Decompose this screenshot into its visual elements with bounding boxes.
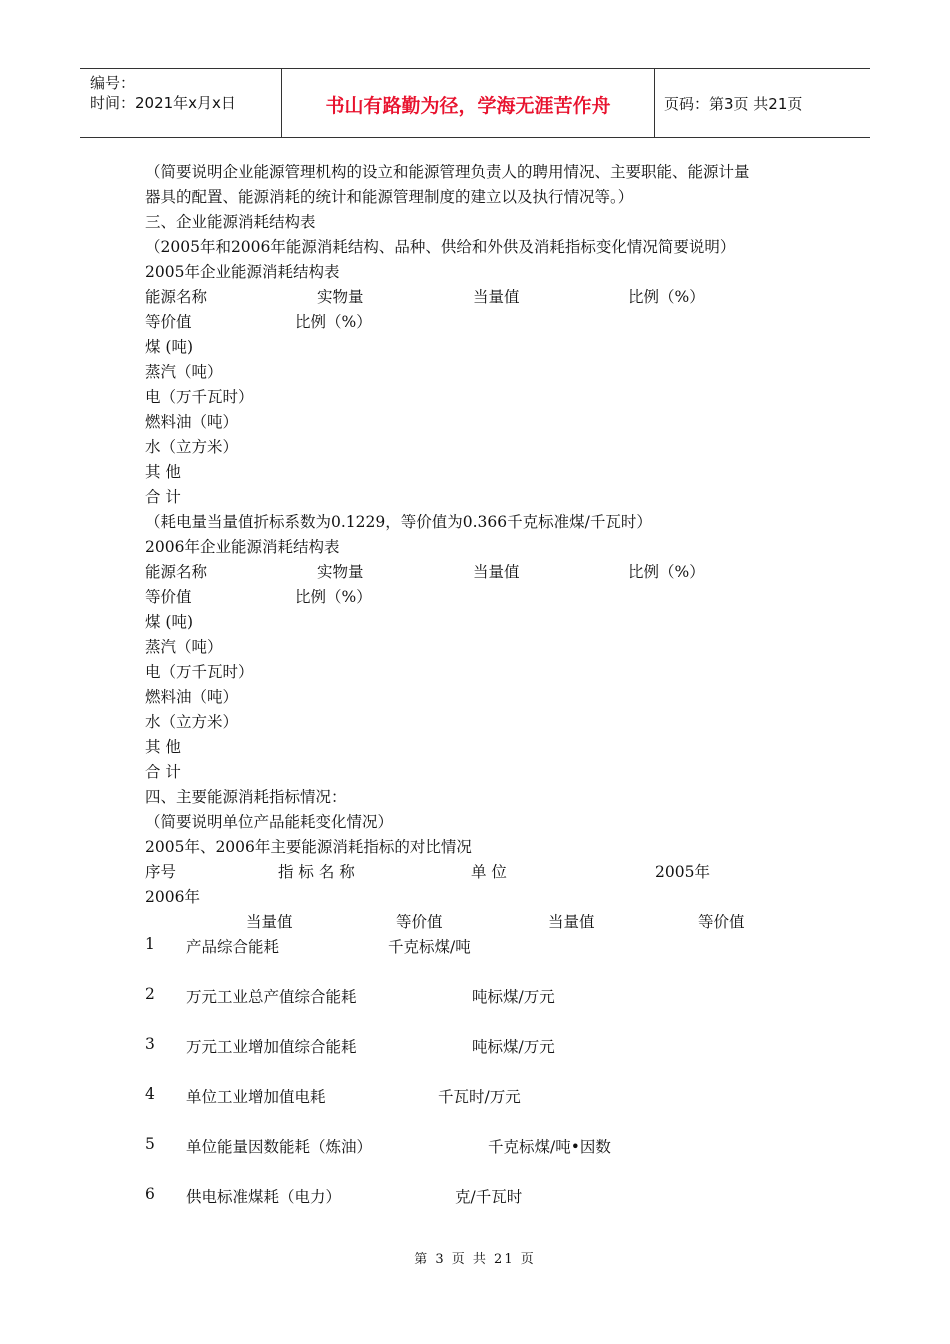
header-ratio: 比例（%） (295, 588, 372, 606)
table2006-row: 燃料油（吨） (145, 688, 239, 706)
table2005-title: 2005年企业能源消耗结构表 (145, 263, 340, 281)
section3-title: 三、企业能源消耗结构表 (145, 213, 316, 231)
header-ratio: 比例（%） (628, 288, 705, 306)
indicator-name: 万元工业增加值综合能耗 (186, 1038, 357, 1056)
table2006-row: 电（万千瓦时） (145, 663, 254, 681)
header-unit: 单 位 (471, 863, 507, 881)
header-2005: 2005年 (655, 863, 710, 881)
subheader-equal-value: 等价值 (698, 913, 745, 931)
indicator-unit: 千瓦时/万元 (438, 1088, 521, 1106)
indicator-no: 5 (145, 1135, 155, 1153)
table2006-row: 煤 (吨) (145, 613, 194, 631)
section2-desc-line: 器具的配置、能源消耗的统计和能源管理制度的建立以及执行情况等。） (145, 188, 634, 206)
table2006-row: 合 计 (145, 763, 181, 781)
table2005-row: 煤 (吨) (145, 338, 194, 356)
indicator-unit: 千克标煤/吨•因数 (488, 1138, 611, 1156)
table2005-row: 电（万千瓦时） (145, 388, 254, 406)
section3-desc: （2005年和2006年能源消耗结构、品种、供给和外供及消耗指标变化情况简要说明） (145, 238, 736, 256)
header-energy-name: 能源名称 (145, 288, 208, 306)
header-equivalent: 当量值 (473, 288, 520, 306)
indicator-name: 单位工业增加值电耗 (186, 1088, 326, 1106)
header-2006: 2006年 (145, 888, 200, 906)
table2006-row: 蒸汽（吨） (145, 638, 223, 656)
table2005-row: 蒸汽（吨） (145, 363, 223, 381)
header-divider (654, 69, 655, 137)
section2-desc-line: （简要说明企业能源管理机构的设立和能源管理负责人的聘用情况、主要职能、能源计量 (145, 163, 750, 181)
document-header (80, 68, 870, 138)
indicator-no: 1 (145, 935, 155, 953)
page-footer: 第 3 页 共 21 页 (414, 1252, 536, 1267)
number-label: 编号： (90, 74, 136, 92)
table2006-row: 水（立方米） (145, 713, 239, 731)
header-left (90, 73, 236, 113)
header-energy-name: 能源名称 (145, 563, 208, 581)
table2005-row: 其 他 (145, 463, 181, 481)
subheader-equivalent: 当量值 (548, 913, 595, 931)
indicator-no: 4 (145, 1085, 155, 1103)
header-ratio: 比例（%） (628, 563, 705, 581)
header-physical-qty: 实物量 (317, 563, 364, 581)
table2006-title: 2006年企业能源消耗结构表 (145, 538, 340, 556)
header-motto: 书山有路勤为径，学海无涯苦作舟 (325, 95, 611, 117)
header-indicator-name: 指 标 名 称 (278, 863, 355, 881)
header-physical-qty: 实物量 (317, 288, 364, 306)
indicator-name: 产品综合能耗 (186, 938, 280, 956)
header-equal-value: 等价值 (145, 313, 192, 331)
table2005-row: 水（立方米） (145, 438, 239, 456)
indicator-unit: 吨标煤/万元 (472, 988, 555, 1006)
indicator-unit: 吨标煤/万元 (472, 1038, 555, 1056)
header-seq: 序号 (145, 863, 177, 881)
table2006-row: 其 他 (145, 738, 181, 756)
indicator-name: 万元工业总产值综合能耗 (186, 988, 357, 1006)
table2005-row: 燃料油（吨） (145, 413, 239, 431)
indicator-unit: 克/千瓦时 (455, 1188, 523, 1206)
indicator-unit: 千克标煤/吨 (388, 938, 471, 956)
indicator-no: 3 (145, 1035, 155, 1053)
section4-title: 四、主要能源消耗指标情况： (145, 788, 347, 806)
header-equivalent: 当量值 (473, 563, 520, 581)
table2005-row: 合 计 (145, 488, 181, 506)
indicator-name: 供电标准煤耗（电力） (186, 1188, 342, 1206)
indicator-table-title: 2005年、2006年主要能源消耗指标的对比情况 (145, 838, 472, 856)
time-label: 时间：2021年x月x日 (90, 94, 236, 112)
header-ratio: 比例（%） (295, 313, 372, 331)
section4-desc: （简要说明单位产品能耗变化情况） (145, 813, 394, 831)
conversion-note: （耗电量当量值折标系数为0.1229，等价值为0.366千克标准煤/千瓦时） (145, 513, 652, 531)
subheader-equivalent: 当量值 (246, 913, 293, 931)
header-page-info: 页码：第3页 共21页 (664, 95, 803, 113)
header-equal-value: 等价值 (145, 588, 192, 606)
indicator-no: 6 (145, 1185, 155, 1203)
subheader-equal-value: 等价值 (396, 913, 443, 931)
indicator-no: 2 (145, 985, 155, 1003)
indicator-name: 单位能量因数能耗（炼油） (186, 1138, 373, 1156)
